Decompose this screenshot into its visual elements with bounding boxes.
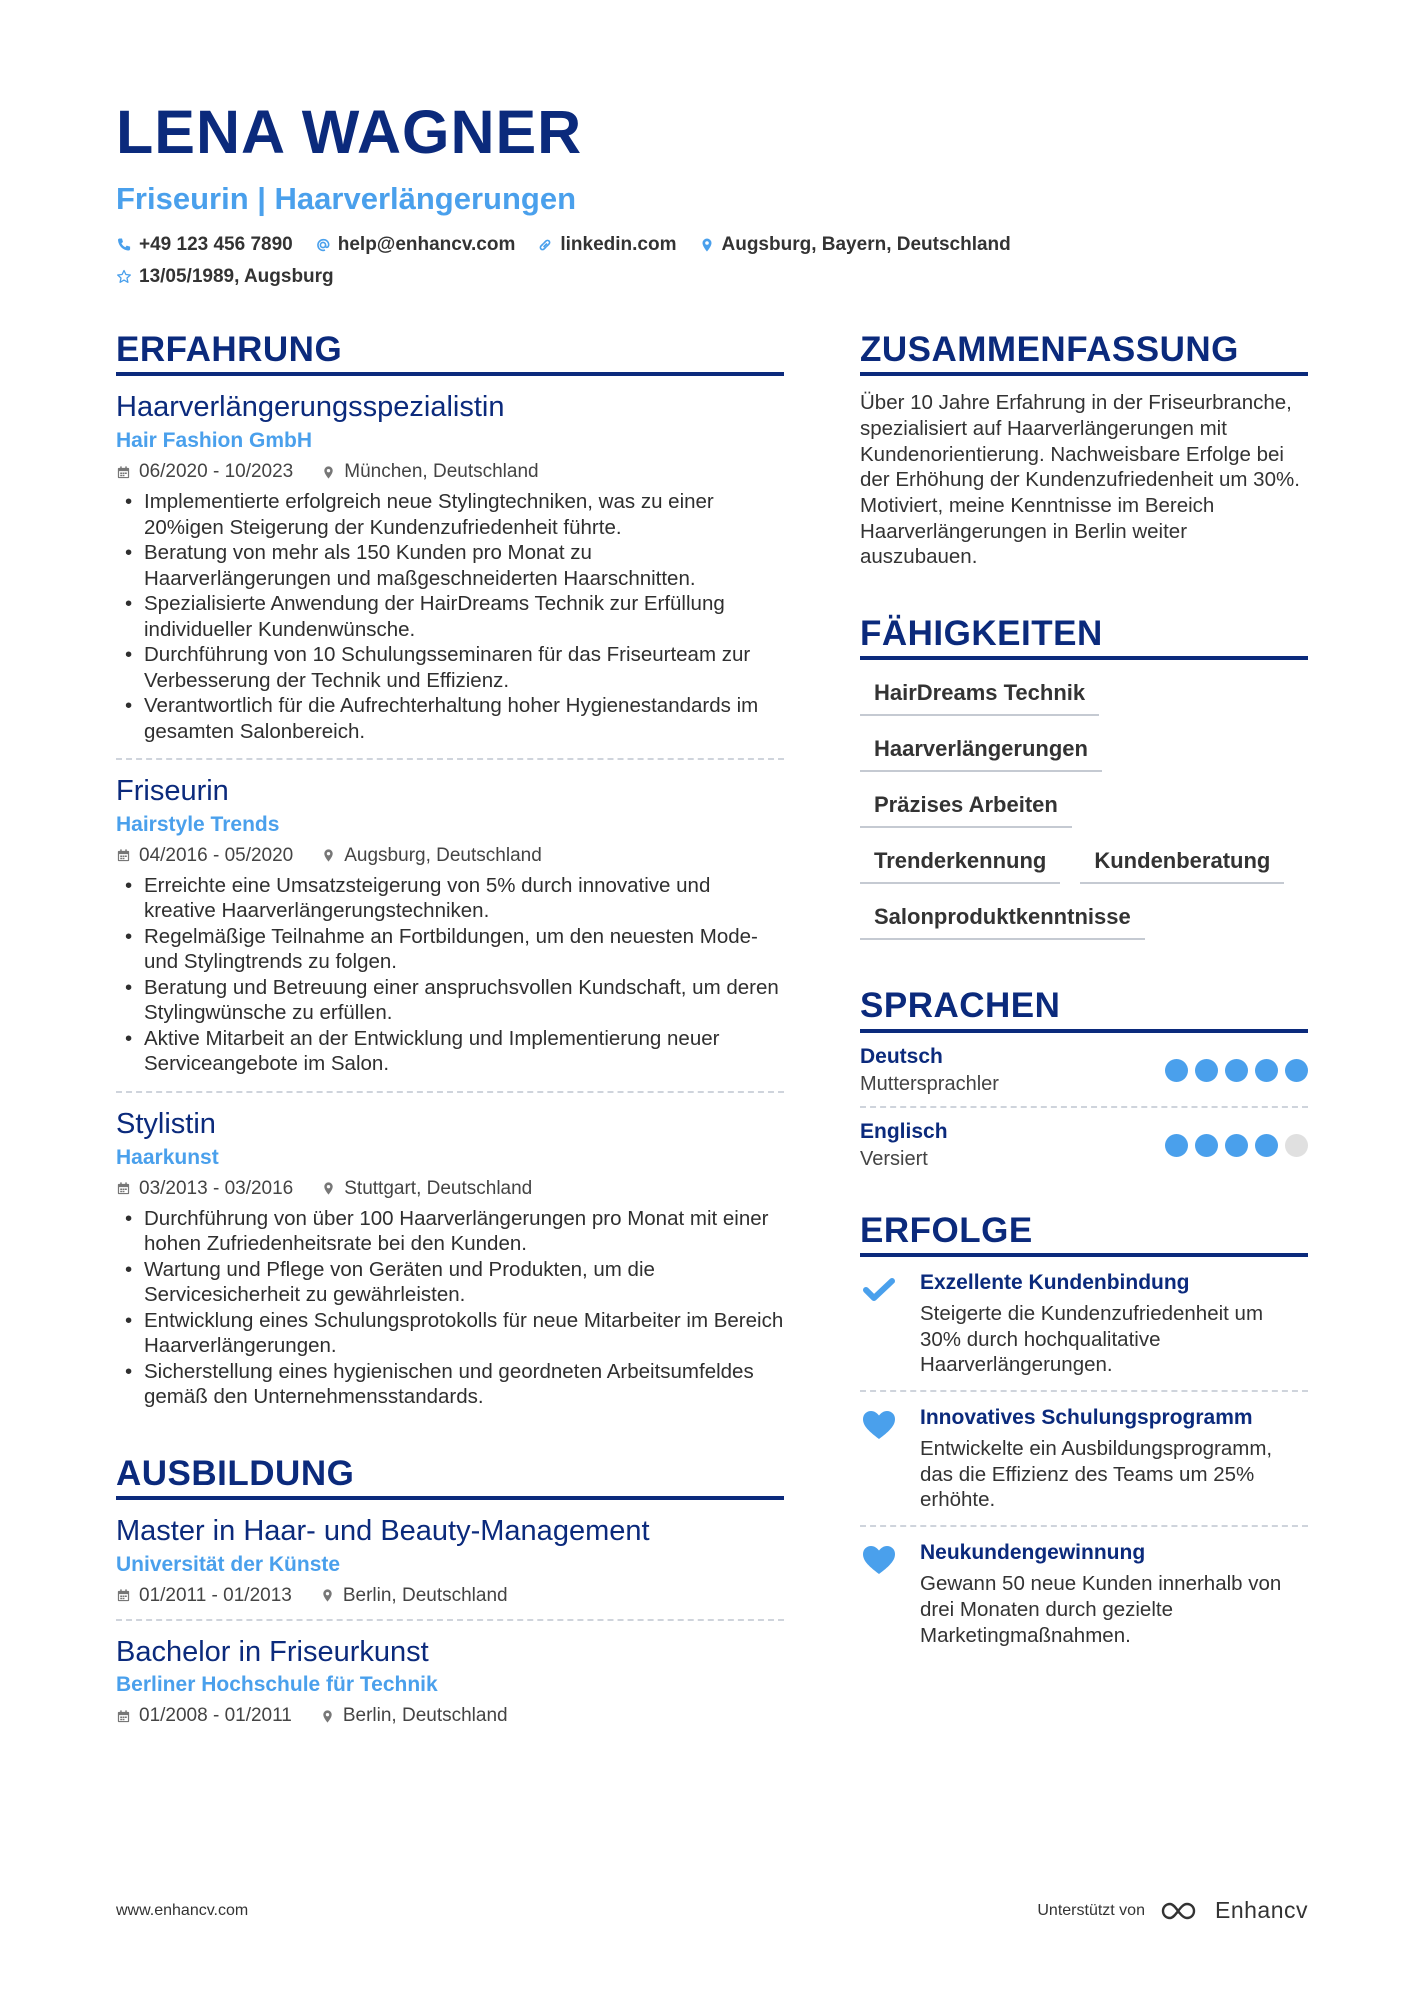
phone-icon (116, 237, 132, 253)
language-rating (1158, 1134, 1308, 1157)
location (321, 845, 542, 867)
date-range (116, 1705, 292, 1727)
calendar-icon (116, 848, 131, 863)
job-company: Hairstyle Trends (116, 812, 280, 836)
rating-dot (1285, 1134, 1308, 1157)
linkedin-text: linkedin.com (560, 234, 677, 255)
link-icon (537, 237, 553, 253)
degree: Master in Haar- und Beauty-Management (116, 1514, 650, 1547)
bullet-item: • Implementierte erfolgreich neue Stylingtechniken, was zu einer 20%igen Steigerung der Kundenzufriedenheit führte. (116, 489, 784, 540)
birth-text: 13/05/1989, Augsburg (139, 266, 334, 287)
bullet-item: • Aktive Mitarbeit an der Entwicklung und Implementierung neuer Serviceangebote im Salon. (116, 1026, 784, 1077)
rating-dot (1165, 1059, 1188, 1082)
location-text: Berlin, Deutschland (342, 1705, 508, 1727)
calendar-icon (116, 1588, 131, 1603)
location-text: Berlin, Deutschland (342, 1584, 508, 1606)
language-entry (860, 1033, 1308, 1108)
job-bullets (116, 489, 784, 744)
job-entry (116, 760, 784, 1093)
language-level: Muttersprachler (860, 1072, 999, 1095)
date-text: 04/2016 - 05/2020 (139, 844, 294, 866)
star-icon (116, 269, 132, 285)
language-rating (1158, 1059, 1308, 1082)
date-text: 01/2011 - 01/2013 (139, 1584, 292, 1606)
job-entry (116, 1093, 784, 1424)
skill-tag: Haarverlängerungen (860, 728, 1102, 772)
languages-list (860, 1033, 1308, 1181)
footer (116, 1897, 1308, 1924)
calendar-icon (116, 465, 131, 480)
bullet-item: • Erreichte eine Umsatzsteigerung von 5% durch innovative und kreative Haarverlängerungstechniken. (116, 873, 784, 924)
job-company: Hair Fashion GmbH (116, 429, 313, 453)
footer-url[interactable]: www.enhancv.com (116, 1901, 249, 1919)
brand-name: Enhancv (1214, 1897, 1308, 1923)
bullet-item: • Durchführung von über 100 Haarverlängerungen pro Monat mit einer hohen Zufriedenheitsrate bei den Kunden. (116, 1206, 784, 1257)
right-column (860, 330, 1308, 1660)
achievement-title: Neukundengewinnung (920, 1541, 1146, 1565)
meta-row (116, 1585, 784, 1607)
skill-tag: Präzises Arbeiten (860, 784, 1072, 828)
bullet-item: • Beratung und Betreuung einer anspruchsvollen Kundschaft, um deren Stylingwünsche zu erfüllen. (116, 975, 784, 1026)
location-text: Augsburg, Deutschland (344, 844, 542, 866)
resume-page (116, 92, 1308, 1727)
achievement-entry (860, 1392, 1308, 1527)
meta-row (116, 461, 784, 483)
summary-text: Über 10 Jahre Erfahrung in der Friseurbranche, spezialisiert auf Haarverlängerungen mit Kundenorientierung. Nachweisbare Erfolge bei der Erhöhung der Kundenzufriedenheit um 30%. Motiviert, meine Kenntnisse im Bereich Haarverlängerungen in Berlin weiter auszubauen. (860, 391, 1300, 569)
language-entry (860, 1108, 1308, 1181)
enhancv-logo-icon (1159, 1899, 1205, 1923)
at-icon (315, 237, 331, 253)
rating-dot (1285, 1059, 1308, 1082)
location-icon (320, 1709, 335, 1724)
contact-birth (116, 265, 334, 289)
bullet-item: • Beratung von mehr als 150 Kunden pro Monat zu Haarverlängerungen und maßgeschneiderten Haarschnitten. (116, 540, 784, 591)
languages-title: SPRACHEN (860, 986, 1308, 1032)
location (320, 1705, 508, 1727)
date-range (116, 461, 293, 483)
job-bullets (116, 873, 784, 1077)
achievement-entry (860, 1527, 1308, 1660)
powered-by (1037, 1897, 1308, 1924)
phone-text: +49 123 456 7890 (139, 234, 293, 255)
bullet-item: • Spezialisierte Anwendung der HairDreams Technik zur Erfüllung individueller Kundenwünsche. (116, 591, 784, 642)
powered-by-label: Unterstützt von (1037, 1901, 1145, 1919)
language-level: Versiert (860, 1147, 928, 1170)
location-icon (320, 1588, 335, 1603)
left-column (116, 330, 784, 1739)
education-entry (116, 1500, 784, 1621)
job-role: Friseurin (116, 775, 229, 808)
location (321, 461, 538, 483)
contact-phone[interactable] (116, 233, 293, 257)
job-role: Stylistin (116, 1107, 216, 1140)
date-text: 01/2008 - 01/2011 (139, 1705, 292, 1727)
degree: Bachelor in Friseurkunst (116, 1635, 429, 1668)
skill-tag: Kundenberatung (1080, 840, 1284, 884)
heart-icon (860, 1408, 898, 1442)
job-bullets (116, 1206, 784, 1410)
experience-list (116, 376, 784, 1423)
bullet-item: • Durchführung von 10 Schulungsseminaren für das Friseurteam zur Verbesserung der Technik und Effizienz. (116, 642, 784, 693)
heart-icon (860, 1543, 898, 1577)
skill-tag: Trenderkennung (860, 840, 1060, 884)
rating-dot (1255, 1134, 1278, 1157)
date-range (116, 1585, 292, 1607)
rating-dot (1165, 1134, 1188, 1157)
candidate-name: LENA WAGNER (116, 98, 583, 166)
calendar-icon (116, 1709, 131, 1724)
location-icon (321, 1181, 336, 1196)
achievement-title: Innovatives Schulungsprogramm (920, 1406, 1253, 1430)
bullet-item: • Regelmäßige Teilnahme an Fortbildungen, um den neuesten Mode- und Stylingtrends zu folgen. (116, 924, 784, 975)
contact-linkedin[interactable] (537, 233, 676, 257)
skills-list (860, 672, 1308, 952)
rating-dot (1195, 1134, 1218, 1157)
education-entry (116, 1621, 784, 1740)
calendar-icon (116, 1181, 131, 1196)
contact-email[interactable] (315, 233, 516, 257)
achievements-list (860, 1257, 1308, 1660)
experience-title: ERFAHRUNG (116, 330, 784, 376)
bullet-item: • Wartung und Pflege von Geräten und Produkten, um die Servicesicherheit zu gewährleisten. (116, 1257, 784, 1308)
meta-row (116, 845, 784, 867)
rating-dot (1225, 1059, 1248, 1082)
bullet-item: • Entwicklung eines Schulungsprotokolls für neue Mitarbeiter im Bereich Haarverlängerungen. (116, 1308, 784, 1359)
rating-dot (1195, 1059, 1218, 1082)
location (320, 1585, 508, 1607)
language-name: Englisch (860, 1119, 948, 1143)
skill-tag: HairDreams Technik (860, 672, 1099, 716)
date-range (116, 1178, 293, 1200)
achievement-entry (860, 1257, 1308, 1392)
language-name: Deutsch (860, 1044, 943, 1068)
education-title: AUSBILDUNG (116, 1454, 784, 1500)
rating-dot (1255, 1059, 1278, 1082)
location-text: Stuttgart, Deutschland (344, 1177, 533, 1199)
job-role: Haarverlängerungsspezialistin (116, 391, 505, 424)
bullet-item: • Sicherstellung eines hygienischen und geordneten Arbeitsumfeldes gemäß den Unternehmensstandards. (116, 1359, 784, 1410)
school: Berliner Hochschule für Technik (116, 1673, 438, 1697)
location-text: Augsburg, Bayern, Deutschland (721, 234, 1011, 255)
contact-list (116, 233, 1116, 289)
achievement-title: Exzellente Kundenbindung (920, 1270, 1190, 1294)
bullet-item: • Verantwortlich für die Aufrechterhaltung hoher Hygienestandards im gesamten Salonbereich. (116, 693, 784, 744)
rating-dot (1225, 1134, 1248, 1157)
check-icon (860, 1273, 898, 1307)
job-company: Haarkunst (116, 1145, 219, 1169)
meta-row (116, 1705, 784, 1727)
achievement-text: Entwickelte ein Ausbildungsprogramm, das die Effizienz des Teams um 25% erhöhte. (920, 1437, 1273, 1512)
email-text: help@enhancv.com (337, 234, 516, 255)
summary-title: ZUSAMMENFASSUNG (860, 330, 1308, 376)
contact-location (699, 233, 1011, 257)
location-icon (699, 237, 715, 253)
school: Universität der Künste (116, 1552, 341, 1576)
achievements-title: ERFOLGE (860, 1211, 1308, 1257)
date-text: 06/2020 - 10/2023 (139, 461, 294, 483)
location-icon (321, 465, 336, 480)
job-entry (116, 376, 784, 760)
meta-row (116, 1178, 784, 1200)
achievement-text: Gewann 50 neue Kunden innerhalb von drei Monaten durch gezielte Marketingmaßnahmen. (920, 1572, 1282, 1647)
location (321, 1178, 532, 1200)
location-text: München, Deutschland (344, 461, 539, 483)
skills-title: FÄHIGKEITEN (860, 614, 1308, 660)
education-list (116, 1500, 784, 1740)
location-icon (321, 848, 336, 863)
headline: Friseurin | Haarverlängerungen (116, 181, 577, 216)
date-text: 03/2013 - 03/2016 (139, 1177, 294, 1199)
date-range (116, 845, 293, 867)
achievement-text: Steigerte die Kundenzufriedenheit um 30% durch hochqualitative Haarverlängerungen. (920, 1301, 1264, 1377)
skill-tag: Salonproduktkenntnisse (860, 896, 1145, 940)
